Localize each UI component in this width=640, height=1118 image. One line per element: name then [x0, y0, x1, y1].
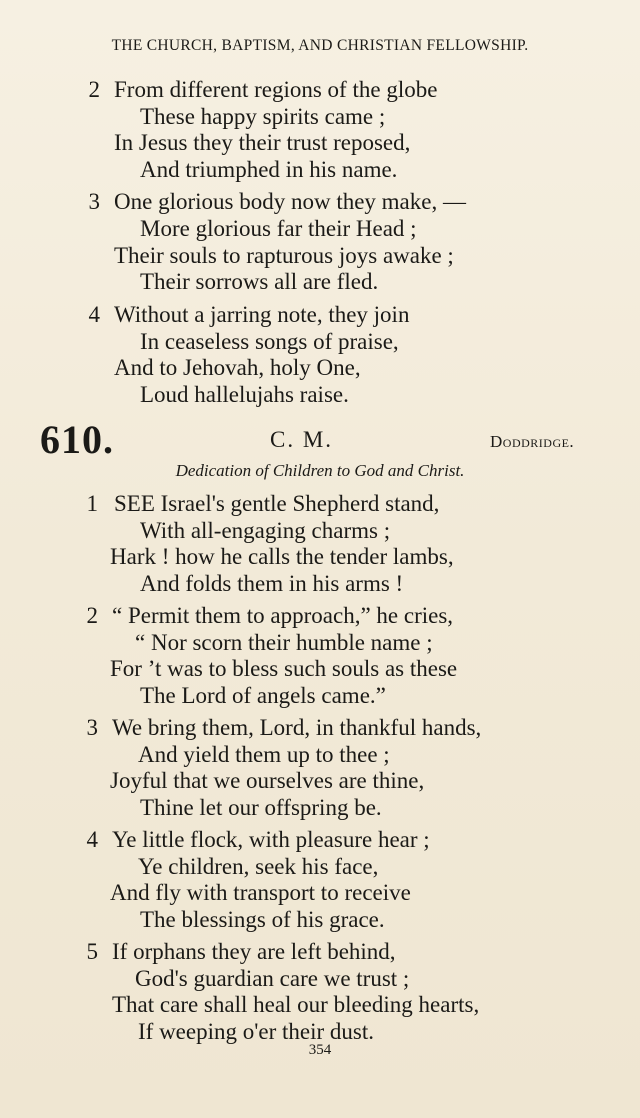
running-head: THE CHURCH, BAPTISM, AND CHRISTIAN FELLOWSHIP. [111, 37, 529, 54]
hymn-number: 610. [40, 417, 114, 462]
verse-line: Ye children, seek his face, [138, 854, 379, 879]
verse-line: If weeping o'er their dust. [138, 1019, 374, 1044]
verse-number: 4 [86, 827, 98, 852]
verse-line: One glorious body now they make, — [114, 189, 466, 214]
verse-line: The Lord of angels came.” [140, 683, 386, 708]
verse-line: From different regions of the globe [114, 77, 438, 102]
verse-line: And yield them up to thee ; [138, 742, 390, 767]
verse-number: 5 [86, 939, 98, 964]
verse-line: And triumphed in his name. [140, 157, 398, 182]
verse-number: 3 [86, 715, 98, 740]
verse-line: With all-engaging charms ; [140, 518, 391, 543]
verse-line: That care shall heal our bleeding hearts, [112, 992, 480, 1017]
verse-line: Their sorrows all are fled. [140, 269, 379, 294]
verse-line: Loud hallelujahs raise. [140, 382, 349, 407]
verse-line: Hark ! how he calls the tender lambs, [110, 544, 454, 569]
verse-line: For ’t was to bless such souls as these [110, 656, 458, 681]
verse-number: 1 [86, 491, 98, 516]
verse-line: “ Permit them to approach,” he cries, [112, 603, 454, 628]
verse-line: Without a jarring note, they join [114, 302, 410, 327]
verse-line: In Jesus they their trust reposed, [114, 130, 411, 155]
verse-line: And to Jehovah, holy One, [114, 355, 361, 380]
verse-line: In ceaseless songs of praise, [140, 329, 399, 354]
verse-line: More glorious far their Head ; [140, 216, 417, 241]
verse-line: Joyful that we ourselves are thine, [110, 768, 425, 793]
verse-line: “ Nor scorn their humble name ; [135, 630, 433, 655]
verse-number: 2 [88, 77, 100, 102]
verse-line: Their souls to rapturous joys awake ; [114, 243, 454, 268]
verse-line: And fly with transport to receive [110, 880, 411, 905]
hymn-title: Dedication of Children to God and Christ. [175, 461, 465, 480]
verse-line: Ye little flock, with pleasure hear ; [112, 827, 430, 852]
verse-line: Thine let our offspring be. [140, 795, 382, 820]
verse-line: These happy spirits came ; [140, 104, 386, 129]
verse-line: We bring them, Lord, in thankful hands, [112, 715, 482, 740]
verse-line: The blessings of his grace. [140, 907, 385, 932]
verse-line: SEE Israel's gentle Shepherd stand, [114, 491, 440, 516]
verse-number: 4 [88, 302, 100, 327]
hymn-author: Doddridge. [490, 432, 575, 451]
verse-number: 2 [86, 603, 98, 628]
hymn-meter: C. M. [270, 427, 334, 452]
page-number: 354 [308, 1042, 332, 1058]
verse-line: God's guardian care we trust ; [135, 966, 410, 991]
verse-number: 3 [88, 189, 100, 214]
verse-line: If orphans they are left behind, [112, 939, 396, 964]
verse-line: And folds them in his arms ! [140, 571, 404, 596]
